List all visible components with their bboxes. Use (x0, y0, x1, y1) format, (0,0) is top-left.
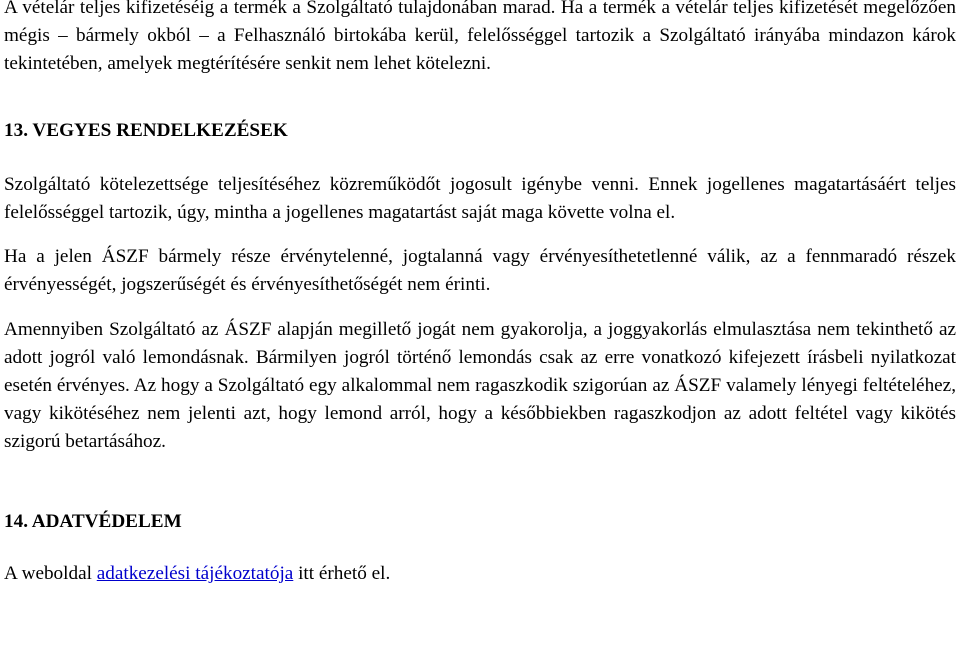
privacy-sentence-start: A weboldal (4, 563, 97, 584)
privacy-policy-link[interactable]: adatkezelési tájékoztatója (96, 563, 294, 584)
section-13-paragraph-3: Amennyiben Szolgáltató az ÁSZF alapján megillető jogát nem gyakorolja, a joggyakorlás elmulasztása nem tekinthető az adott jogról való lemondásnak. Bármilyen jogról történő lemondás csak az erre vonatkozó kifejezett írásbeli nyilatkozat esetén érvényes. Az hogy a Szolgáltató egy alkalommal nem ragaszkodik szigorúan az ÁSZF valamely lényegi feltételéhez, vagy kikötéséhez nem jelenti azt, hogy lemond arról, hogy a későbbiekben ragaszkodjon az adott feltétel vagy kikötés szigorú betartásához. (4, 319, 956, 452)
section-13-paragraph-1: Szolgáltató kötelezettsége teljesítéséhez közreműködőt jogosult igénybe venni. Ennek jogellenes magatartásáért teljes felelősséggel tartozik, úgy, mintha a jogellenes magatartást saját maga követte volna el. (4, 174, 956, 223)
privacy-sentence-end: itt érhető el. (293, 563, 391, 584)
document-page (4, 0, 956, 588)
section-13-heading: 13. VEGYES RENDELKEZÉSEK (4, 120, 288, 141)
section-14-paragraph (4, 560, 956, 588)
intro-paragraph: A vételár teljes kifizetéséig a termék a Szolgáltató tulajdonában marad. Ha a termék a vételár teljes kifizetését megelőzően mégis – bármely okból – a Felhasználó birtokába kerül, felelősséggel tartozik a Szolgáltató irányába mindazon károk tekintetében, amelyek megtérítésére senkit nem lehet kötelezni. (4, 0, 956, 74)
section-14-heading: 14. ADATVÉDELEM (4, 511, 182, 532)
section-13-paragraph-2: Ha a jelen ÁSZF bármely része érvénytelenné, jogtalanná vagy érvényesíthetetlenné válik, az a fennmaradó részek érvényességét, jogszerűségét és érvényesíthetőségét nem érinti. (4, 246, 956, 295)
